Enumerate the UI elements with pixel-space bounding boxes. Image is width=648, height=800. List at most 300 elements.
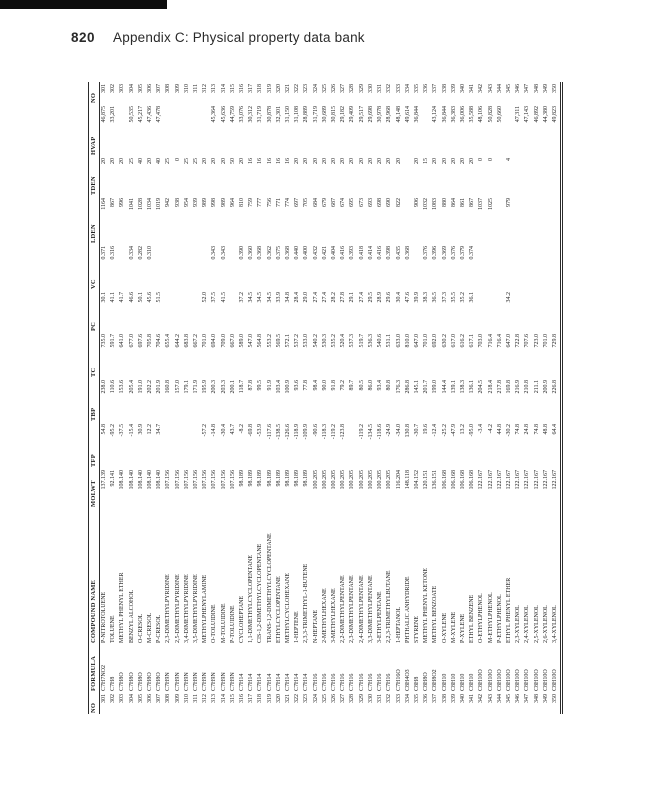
cell-compound-name: 2,3-DIMETHYLPENTANE: [349, 575, 356, 643]
cell-compound-name: TOLUENE: [110, 615, 117, 643]
table-row: [404, 82, 413, 714]
cell-hvap: 46,875: [101, 106, 107, 123]
cell-formula: C7H9N: [193, 672, 200, 691]
table-row: [256, 82, 265, 714]
cell-formula: C7H14: [275, 673, 282, 691]
cell-compound-name: P-XYLENE: [459, 613, 466, 643]
cell-no-right: 301: [101, 84, 107, 93]
table-row: [496, 82, 505, 714]
page-title: Appendix C: Physical property data bank: [113, 30, 365, 45]
cell-formula: C7H8O: [128, 672, 135, 691]
cell-lden: 964: [229, 198, 236, 207]
cell-no-left: 316: [239, 694, 246, 703]
cell-tden: 4: [505, 158, 512, 161]
cell-tc: 722.8: [515, 334, 522, 348]
cell-molwt: 122.167: [496, 470, 503, 490]
cell-tden: 15: [423, 158, 430, 164]
cell-tden: [533, 156, 542, 196]
cell-no-left: 349: [542, 694, 549, 703]
cell-compound-name: 1,1-DIMETHYLCYCLOPENTANE: [248, 554, 255, 643]
table-row: [100, 82, 110, 714]
table-row: [487, 82, 496, 714]
cell-tfp: 43.7: [229, 424, 236, 435]
cell-tbp: 202.2: [147, 380, 154, 394]
cell-tbp: 145.1: [413, 380, 420, 394]
cell-compound-name: 1-HEPTANOL: [395, 606, 402, 643]
cell-tbp: 91.9: [266, 380, 273, 391]
cell-tc: 530.3: [321, 334, 328, 348]
cell-lden: [404, 196, 413, 244]
cell-vc: 0.343: [220, 246, 227, 260]
cell-tfp: 74.8: [533, 424, 540, 435]
cell-formula: C7H16: [386, 673, 393, 691]
cell-tfp: [164, 422, 173, 468]
cell-tc: 716.4: [496, 334, 503, 348]
cell-formula: C8H8: [413, 676, 420, 691]
cell-tc: 536.3: [367, 334, 374, 348]
cell-compound-name: 2,6-XYLENOL: [542, 605, 549, 643]
cell-molwt: 122.167: [478, 470, 485, 490]
table-row: [542, 82, 551, 714]
cell-no-left: 328: [349, 694, 356, 703]
cell-tden: 20: [202, 158, 209, 164]
cell-formula: C7H16O: [395, 669, 402, 691]
cell-no-right: 316: [239, 84, 246, 93]
cell-tbp: 77.8: [303, 380, 310, 391]
cell-no-right: 323: [303, 84, 310, 93]
cell-pc: 27.4: [358, 292, 365, 303]
cell-no-right: 340: [459, 84, 466, 93]
cell-no-right: 302: [110, 84, 117, 93]
cell-no-right: 330: [367, 84, 374, 93]
cell-pc: [164, 290, 173, 332]
cell-pc: 41.5: [220, 292, 227, 303]
cell-formula: C7H16: [340, 673, 347, 691]
table-row: [247, 82, 256, 714]
cell-no-left: 307: [156, 694, 163, 703]
cell-no-left: 301: [101, 694, 107, 703]
cell-compound-name: 2,5-XYLENOL: [533, 605, 540, 643]
cell-vc: 0.343: [211, 246, 218, 260]
cell-tbp: 203.3: [220, 380, 227, 394]
cell-tden: 16: [275, 158, 282, 164]
cell-vc: 0.416: [340, 246, 347, 260]
cell-lden: 996: [119, 198, 126, 207]
cell-no-left: 309: [174, 694, 181, 703]
cell-no-left: 324: [312, 694, 319, 703]
cell-tc: 647.0: [413, 334, 420, 348]
cell-no-left: 334: [404, 694, 411, 703]
cell-no-left: 331: [377, 694, 384, 703]
cell-no-left: 348: [533, 694, 540, 703]
cell-compound-name: 2,4-XYLENOL: [524, 605, 531, 643]
cell-formula: C7H7NO2: [101, 664, 107, 691]
cell-tfp: -30.2: [505, 424, 512, 437]
cell-molwt: 108.140: [119, 470, 126, 490]
cell-compound-name: ETHYL PHENYL ETHER: [505, 577, 512, 643]
cell-pc: 29.1: [349, 292, 356, 303]
cell-lden: 690: [386, 198, 393, 207]
cell-compound-name: 3-ETHYLPENTANE: [377, 591, 384, 643]
table-row: [358, 82, 367, 714]
cell-vc: [551, 244, 562, 290]
cell-tbp: 160.8: [165, 380, 172, 394]
cell-molwt: 107.156: [220, 470, 227, 490]
cell-lden: [542, 196, 551, 244]
cell-tbp: 179.1: [183, 380, 190, 394]
cell-tfp: [348, 422, 357, 468]
cell-tfp: [174, 422, 183, 468]
cell-tbp: 103.4: [275, 380, 282, 394]
cell-no-left: 311: [193, 694, 200, 703]
cell-tden: 20: [211, 158, 218, 164]
cell-hvap: 47,311: [515, 106, 522, 123]
cell-compound-name: 3-METHYLHEXANE: [331, 588, 338, 643]
cell-no-left: 304: [128, 694, 135, 703]
cell-tbp: 98.4: [312, 380, 319, 391]
cell-compound-name: CIS-1,2-DIMETHYLCYCLOPENTANE: [257, 543, 264, 643]
cell-tbp: 204.5: [478, 380, 485, 394]
cell-tden: 20: [239, 158, 246, 164]
cell-hvap: 50,535: [128, 106, 135, 123]
cell-compound-name: 2,3-XYLENOL: [515, 605, 522, 643]
cell-vc: [229, 244, 238, 290]
cell-molwt: 100.205: [321, 470, 328, 490]
cell-lden: 1025: [487, 198, 494, 210]
cell-molwt: 122.167: [551, 468, 562, 508]
cell-tfp: 34.7: [156, 424, 163, 435]
cell-molwt: 148.118: [404, 470, 411, 490]
cell-molwt: 137.139: [101, 470, 107, 490]
cell-compound-name: TRANS-1,2-DIMETHYLCYCLOPENTANE: [266, 533, 273, 643]
table-header-row: [89, 82, 100, 714]
cell-tc: 701.0: [202, 334, 209, 348]
table-row: [505, 82, 514, 714]
cell-tbp: 205.4: [128, 380, 135, 394]
cell-hvap: [422, 104, 431, 156]
cell-tden: 16: [285, 158, 292, 164]
cell-molwt: 107.156: [174, 470, 181, 490]
column-header-tden: TDEN: [89, 156, 100, 196]
cell-tden: 20: [395, 158, 402, 164]
cell-pc: 29.5: [367, 292, 374, 303]
cell-hvap: 29,409: [349, 106, 356, 123]
cell-no-right: 334: [404, 84, 411, 93]
cell-pc: [477, 290, 486, 332]
table-row: [321, 82, 330, 714]
cell-lden: 759: [248, 198, 255, 207]
cell-no-left: 302: [110, 694, 117, 703]
cell-tc: 519.7: [358, 334, 365, 348]
column-header-hvap: HVAP: [89, 104, 100, 156]
cell-tfp: -134.5: [367, 424, 374, 440]
cell-lden: 1019: [156, 198, 163, 210]
cell-tfp: 12.2: [147, 424, 154, 435]
cell-molwt: 100.205: [340, 470, 347, 490]
cell-tfp: -30.4: [220, 424, 227, 437]
cell-tbp: 226.8: [551, 378, 562, 422]
cell-no-left: 306: [147, 694, 154, 703]
cell-formula: C7H16: [349, 673, 356, 691]
cell-molwt: 104.152: [413, 470, 420, 490]
cell-formula: C8H10: [441, 673, 448, 691]
cell-no-right: 321: [285, 84, 292, 93]
cell-tfp: -4.2: [487, 424, 494, 434]
table-row: [533, 82, 542, 714]
cell-tden: 20: [303, 158, 310, 164]
cell-tden: 20: [386, 158, 393, 164]
cell-hvap: 36,844: [441, 106, 448, 123]
cell-no-left: 332: [386, 694, 393, 703]
column-header-pc: PC: [89, 290, 100, 332]
cell-hvap: 48,148: [395, 106, 402, 123]
cell-tc: 705.8: [147, 334, 154, 348]
cell-vc: [542, 244, 551, 290]
cell-formula: C7H14: [266, 673, 273, 691]
cell-vc: 0.418: [358, 246, 365, 260]
cell-compound-name: BENZYL ALCOHOL: [128, 589, 135, 643]
table-row: [459, 82, 468, 714]
cell-tbp: 93.4: [377, 380, 384, 391]
cell-tbp: 91.8: [331, 380, 338, 391]
cell-no-left: 313: [211, 694, 218, 703]
cell-tbp: 100.9: [285, 380, 292, 394]
cell-vc: [496, 244, 505, 290]
cell-lden: 867: [110, 198, 117, 207]
cell-vc: 0.376: [423, 246, 430, 260]
cell-lden: 822: [395, 198, 402, 207]
cell-no-left: 346: [515, 694, 522, 703]
cell-lden: 810: [239, 198, 246, 207]
cell-tc: 537.2: [294, 334, 301, 348]
cell-no-right: 341: [469, 84, 476, 93]
cell-no-left: 322: [294, 694, 301, 703]
cell-compound-name: METHYL PHENYL KETONE: [423, 567, 430, 643]
cell-formula: C7H9N: [165, 672, 172, 691]
cell-vc: [487, 244, 496, 290]
cell-no-left: 315: [229, 694, 236, 703]
cell-no-right: 350: [551, 82, 562, 104]
cell-hvap: 47,478: [156, 106, 163, 123]
cell-molwt: 98.189: [285, 470, 292, 487]
cell-tden: 20: [367, 158, 374, 164]
cell-tbp: 199.0: [432, 380, 439, 394]
cell-hvap: 48,106: [478, 106, 485, 123]
cell-no-right: 318: [257, 84, 264, 93]
cell-hvap: [505, 104, 514, 156]
cell-hvap: [201, 104, 210, 156]
cell-pc: 51.5: [156, 292, 163, 303]
cell-tc: 694.0: [211, 334, 218, 348]
cell-lden: 989: [202, 198, 209, 207]
cell-compound-name: N-HEPTANE: [312, 609, 319, 643]
table-row: [450, 82, 459, 714]
cell-formula: C7H8: [110, 676, 117, 691]
cell-vc: 0.316: [110, 246, 117, 260]
cell-tbp: 200.9: [542, 380, 549, 394]
cell-no-left: 317: [248, 694, 255, 703]
cell-tfp: 48.8: [542, 424, 549, 435]
cell-no-left: 325: [321, 694, 328, 703]
cell-tc: 591.7: [110, 334, 117, 348]
cell-lden: 861: [459, 198, 466, 207]
cell-hvap: [174, 104, 183, 156]
cell-lden: 1083: [432, 198, 439, 210]
table-row: [174, 82, 183, 714]
cell-compound-name: 2,5-DIMETHYLPYRIDINE: [174, 574, 181, 643]
cell-formula: C8H10O: [542, 669, 549, 691]
cell-formula: C8H10: [450, 673, 457, 691]
cell-hvap: 47,143: [524, 106, 531, 123]
cell-tfp: -53.9: [257, 424, 264, 437]
cell-hvap: 50,660: [496, 106, 503, 123]
cell-hvap: 31,150: [285, 106, 292, 123]
cell-hvap: 30,815: [331, 106, 338, 123]
cell-no-right: 347: [524, 84, 531, 93]
cell-hvap: 31,719: [312, 106, 319, 123]
cell-tc: 520.4: [340, 334, 347, 348]
cell-pc: 37.5: [211, 292, 218, 303]
cell-hvap: [164, 104, 173, 156]
cell-tc: 553.2: [266, 334, 273, 348]
column-header-tfp: TFP: [89, 422, 100, 468]
cell-lden: [533, 196, 542, 244]
cell-tfp: -25.2: [441, 424, 448, 437]
cell-lden: 1034: [147, 198, 154, 210]
cell-tfp: -69.8: [248, 424, 255, 437]
cell-formula: C7H14: [294, 673, 301, 691]
cell-tbp: 157.0: [174, 380, 181, 394]
cell-no-right: 348: [533, 84, 540, 93]
cell-no-right: 305: [137, 84, 144, 93]
cell-formula: C8H10O: [487, 669, 494, 691]
cell-no-left: 314: [220, 694, 227, 703]
cell-tc: 537.3: [349, 334, 356, 348]
cell-tden: 40: [156, 158, 163, 164]
cell-tbp: 80.8: [386, 380, 393, 391]
cell-compound-name: M-TOLUIDINE: [220, 603, 227, 643]
cell-compound-name: 2-METHYLHEXANE: [321, 588, 328, 643]
cell-pc: 28.4: [294, 292, 301, 303]
cell-lden: 774: [285, 198, 292, 207]
cell-lden: 906: [413, 198, 420, 207]
table-row: [109, 82, 118, 714]
cell-tc: 531.1: [386, 334, 393, 348]
table-row: [551, 82, 562, 714]
cell-tfp: -119.2: [331, 424, 338, 440]
cell-formula: C7H16: [312, 673, 319, 691]
cell-lden: 938: [174, 198, 181, 207]
cell-no-right: 328: [349, 84, 356, 93]
cell-pc: 41.1: [110, 292, 117, 303]
cell-formula: C7H9N: [229, 672, 236, 691]
cell-tfp: -138.5: [275, 424, 282, 440]
cell-tc: 644.2: [174, 334, 181, 348]
cell-hvap: 45,636: [220, 106, 227, 123]
cell-pc: 27.4: [321, 292, 328, 303]
cell-tfp: -14.8: [211, 424, 218, 437]
table-row: [220, 82, 229, 714]
cell-lden: 979: [505, 198, 512, 207]
cell-tc: 655.4: [165, 334, 172, 348]
column-header-vc: VC: [89, 244, 100, 290]
cell-molwt: 98.189: [275, 470, 282, 487]
cell-vc: 0.440: [294, 246, 301, 260]
cell-tbp: 136.1: [469, 380, 476, 394]
cell-tfp: -34.0: [395, 424, 402, 437]
cell-compound-name: 3,4-DIMETHYLPYRIDINE: [183, 574, 190, 643]
cell-lden: 880: [441, 198, 448, 207]
cell-pc: 27.8: [340, 292, 347, 303]
cell-molwt: 122.167: [524, 470, 531, 490]
cell-tfp: -47.9: [450, 424, 457, 437]
cell-vc: 0.421: [321, 246, 328, 260]
cell-lden: 1032: [423, 198, 430, 210]
cell-tden: 20: [101, 158, 107, 164]
cell-vc: [164, 244, 173, 290]
cell-tbp: 87.8: [248, 380, 255, 391]
cell-molwt: 120.151: [423, 470, 430, 490]
cell-molwt: 98.189: [294, 470, 301, 487]
cell-tden: 20: [321, 158, 328, 164]
cell-molwt: 136.151: [432, 470, 439, 490]
table-row: [293, 82, 302, 714]
cell-no-left: 318: [257, 694, 264, 703]
cell-pc: 27.4: [312, 292, 319, 303]
property-table: [88, 82, 563, 714]
cell-tc: 716.4: [487, 334, 494, 348]
cell-hvap: 30,878: [266, 106, 273, 123]
table-row: [284, 82, 293, 714]
cell-pc: 30.1: [101, 292, 107, 303]
table-row: [275, 82, 284, 714]
cell-hvap: 30,978: [377, 106, 384, 123]
cell-lden: 1028: [137, 198, 144, 210]
page-number: 820: [71, 30, 96, 45]
table-row: [348, 82, 357, 714]
cell-tc: 641.0: [119, 334, 126, 348]
cell-formula: C7H9N: [211, 672, 218, 691]
cell-vc: 0.398: [386, 246, 393, 260]
cell-lden: 1041: [128, 198, 135, 210]
cell-molwt: 122.167: [533, 470, 540, 490]
cell-tbp: 216.9: [515, 380, 522, 394]
cell-pc: 35.5: [450, 292, 457, 303]
cell-compound-name: 3,5-DIMETHYLPYRIDINE: [193, 574, 200, 643]
cell-molwt: 107.156: [229, 470, 236, 490]
cell-tbp: 218.4: [487, 380, 494, 394]
cell-no-left: 333: [395, 694, 402, 703]
column-header-compound-name: COMPOUND NAME: [89, 508, 100, 644]
cell-hvap: 33,076: [239, 106, 246, 123]
cell-compound-name: 2,2,3-TRIMETHYLBUTANE: [386, 570, 393, 643]
cell-no-right: 327: [340, 84, 347, 93]
cell-formula: C7H8O: [137, 672, 144, 691]
cell-hvap: 49,614: [404, 106, 411, 123]
cell-tden: 20: [312, 158, 319, 164]
cell-lden: [551, 196, 562, 244]
cell-hvap: 29,517: [358, 106, 365, 123]
cell-compound-name: 3,4-XYLENOL: [551, 508, 562, 644]
cell-tbp: 144.4: [441, 380, 448, 394]
cell-pc: [542, 290, 551, 332]
cell-no-right: 325: [321, 84, 328, 93]
cell-compound-name: 1-HEPTENE: [294, 611, 301, 643]
cell-formula: C8H4O3: [404, 669, 411, 691]
cell-vc: [192, 244, 201, 290]
cell-molwt: 98.189: [266, 470, 273, 487]
cell-tbp: 80.5: [358, 380, 365, 391]
